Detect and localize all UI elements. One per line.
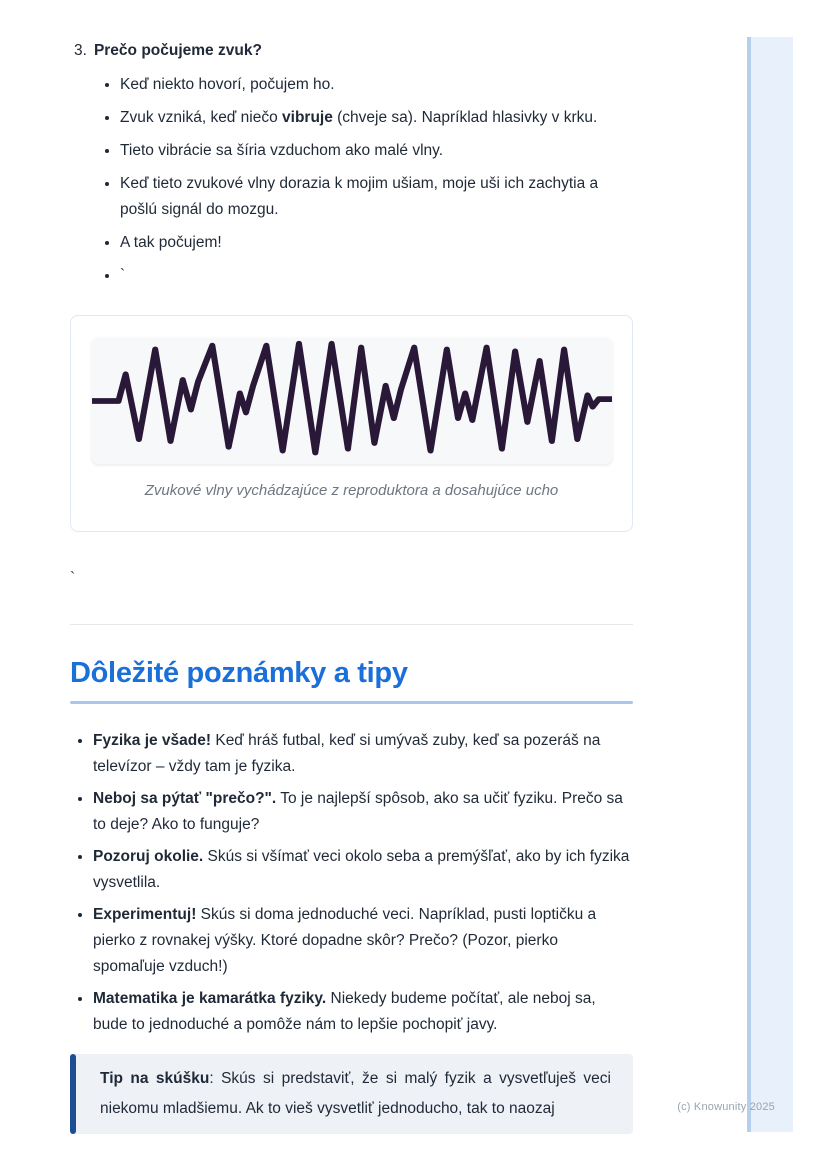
item-title: Prečo počujeme zvuk? [93,42,262,59]
text: (chveje sa). Napríklad hlasivky v krku. [332,109,598,126]
bold-text: Matematika je kamarátka fyziky. [93,990,327,1007]
list-item [93,902,633,980]
waveform-line [92,344,612,453]
text: Keď niekto hovorí, počujem ho. [120,76,335,93]
tip-text [100,1070,611,1117]
waveform-figure [70,315,633,532]
waveform-svg [92,338,612,464]
bold-text: Fyzika je všade! [93,732,212,749]
list-item [93,844,633,896]
list-item [93,728,633,780]
bold-text: Tip na skúšku [100,1070,210,1087]
sound-facts-list [70,72,633,289]
bold-text: Pozoruj okolie. [93,848,204,865]
bold-text: vibruje [282,109,333,126]
tip-accent-bar [70,1054,76,1134]
heading-underline [70,701,633,704]
bold-text: Experimentuj! [93,906,197,923]
list-item [120,105,633,131]
list-item [93,986,633,1038]
list-item [120,72,633,98]
stray-backtick-text: ` [70,570,76,587]
tip-callout-box [70,1054,633,1134]
text: ` [120,267,126,284]
item-number: 3. [74,42,87,59]
list-item [120,263,633,289]
list-item [120,138,633,164]
waveform-image [92,338,612,464]
section-heading: Dôležité poznámky a tipy [70,657,408,689]
list-item [93,786,633,838]
text: To je najlepší spôsob, ako sa učiť fyziku. Prečo sa to deje? Ako to funguje? [93,790,623,833]
figure-caption: Zvukové vlny vychádzajúce z reproduktora a dosahujúce ucho [144,482,559,499]
text: Skús si doma jednoduché veci. Napríklad, pusti loptičku a pierko z rovnakej výšky. Ktoré dopadne skôr? Prečo? (Pozor, pierko spomaľuje vzduch!) [93,906,597,975]
text: Zvuk vzniká, keď niečo [120,109,283,126]
text: Keď tieto zvukové vlny dorazia k mojim ušiam, moje uši ich zachytia a pošlú signál do mozgu. [120,175,599,218]
text: Niekedy budeme počítať, ale neboj sa, bude to jednoduché a pomôže nám to lepšie pochopiť javy. [93,990,596,1033]
text: Tieto vibrácie sa šíria vzduchom ako malé vlny. [120,142,444,159]
list-item [120,171,633,223]
numbered-list-item [70,38,633,64]
section-divider [70,624,633,625]
text: Skús si všímať veci okolo seba a premýšľať, ako by ich fyzika vysvetlila. [93,848,630,891]
watermark-text: (c) Knowunity 2025 [677,1101,775,1113]
text: : Skús si predstaviť, že si malý fyzik a vysvetľuješ veci niekomu mladšiemu. Ak to vieš vysvetliť jednoducho, tak to naozaj [100,1070,611,1117]
tips-list [70,728,633,1038]
document-content [70,0,633,1134]
list-item [120,230,633,256]
bold-text: Neboj sa pýtať "prečo?". [93,790,277,807]
text: A tak počujem! [120,234,222,251]
text: Keď hráš futbal, keď si umývaš zuby, keď sa pozeráš na televízor – vždy tam je fyzika. [93,732,601,775]
page-edge-strip [747,37,793,1132]
